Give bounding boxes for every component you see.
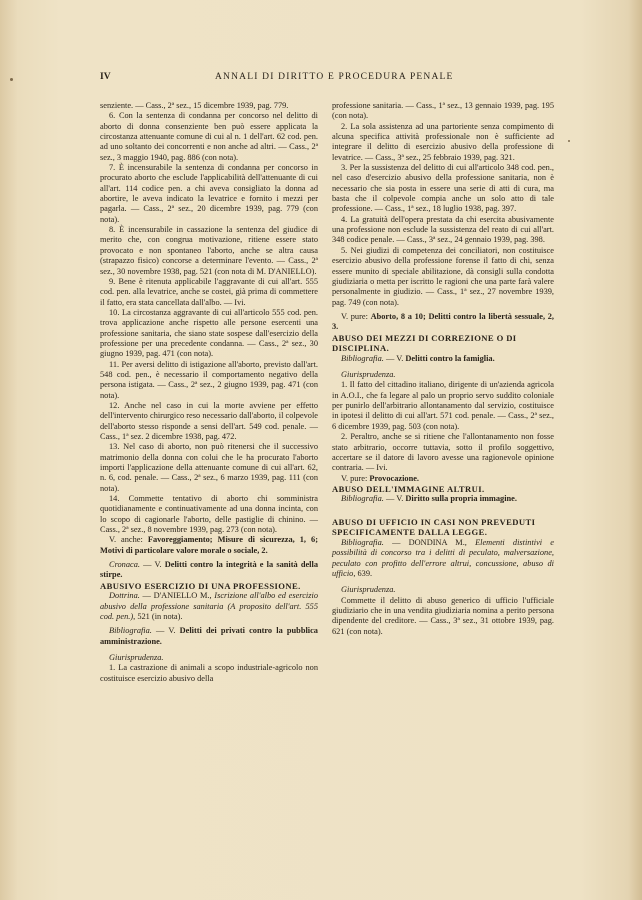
right-column (332, 101, 554, 637)
see-also-refs: Provocazione. (369, 473, 420, 483)
paragraph: 5. Nei giudizi di competenza dei conciliatori, non costituisce esercizio abusivo della professione forense il fatto di chi, senza essere munito di speciale abilitazione, dà consigli sulla condotta giudiziaria o metta per iscritto le ragioni che una parte farà valere personalmente in giudizio. — Cass., 1ª sez., 27 novembre 1939, pag. 749 (con nota). (332, 245, 554, 307)
see-also-lead: V. anche: (109, 535, 148, 545)
paragraph: 2. La sola assistenza ad una partoriente senza compimento di alcuna specifica attività professionale non è sufficiente ad integrare il delitto di esercizio abusivo della professione di levatrice. — Cass., 3ª sez., 25 febbraio 1939, pag. 321. (332, 121, 554, 162)
see-also (332, 312, 554, 333)
section-heading: ABUSIVO ESERCIZIO DI UNA PROFESSIONE. (100, 580, 301, 591)
bibliografia-entry (100, 626, 318, 647)
bibliografia-ref: Delitti dei privati contro la pubblica amministrazione. (100, 626, 318, 646)
cronaca-label: Cronaca. (109, 560, 140, 570)
paragraph: 10. La circostanza aggravante di cui all'articolo 555 cod. pen. trova applicazione anche rispetto alle persone esercenti una professione sanitaria, che siano state sospese dall'esercizio della professione per una precedente condanna. — Cass., 2ª sez., 30 giugno 1939, pag. 471 (con nota). (100, 307, 318, 359)
bibliografia-title: Elementi distintivi e possibilità di concorso tra i delitti di peculato, malversazione, peculato con profitto dell'errore altrui, concussione, abuso di ufficio (332, 538, 555, 579)
paragraph: 9. Bene è ritenuta applicabile l'aggravante di cui all'art. 555 cod. pen. alla levatrice, anche se costei, già prima di commettere il fatto, era stata cancellata dall'albo. — Ivi. (100, 276, 318, 307)
page-number: IV (100, 72, 111, 82)
paper-spot (10, 78, 13, 81)
bibliografia-label: Bibliografia. (341, 538, 384, 547)
paragraph: 4. La gratuità dell'opera prestata da chi esercita abusivamente una professione non esclude la sussistenza del reato di cui all'art. 348 codice penale. — Cass., 3ª sez., 24 gennaio 1939, pag. 398. (332, 214, 554, 245)
see-also-lead: V. pure: (341, 311, 371, 321)
cronaca-entry (100, 560, 318, 581)
dottrina-tail: , 521 (in nota). (133, 612, 183, 622)
see-also (332, 474, 554, 484)
dottrina-title: Iscrizione all'albo ed esercizio abusivo della professione sanitaria (A proposito dell'art. 555 cod. pen.) (100, 591, 318, 622)
bibliografia-ref: Diritto sulla propria immagine. (405, 494, 517, 504)
see-also-refs: Aborto, 8 a 10; Delitti contro la libertà sessuale, 2, 3. (332, 311, 554, 332)
dottrina-author: — D'ANIELLO M., (139, 591, 215, 601)
bibliografia-author: — DONDINA M., (383, 538, 476, 547)
bibliografia-label: Bibliografia. (341, 494, 384, 504)
section-heading: ABUSO DELL'IMMAGINE ALTRUI. (332, 483, 485, 494)
paragraph: 1. La castrazione di animali a scopo industriale-agricolo non costituisce esercizio abusivo della (100, 663, 318, 683)
dottrina-label: Dottrina. (109, 591, 140, 601)
bibliografia-entry (332, 354, 554, 364)
cronaca-ref: Delitti contro la integrità e la sanità della stirpe. (100, 560, 318, 580)
paragraph: Commette il delitto di abuso generico di ufficio l'ufficiale giudiziario che in una vendita giudiziaria nomina a perito persona dipendente del creditore. — Cass., 3ª sez., 31 ottobre 1939, pag. 621 (con nota). (332, 595, 554, 636)
paragraph: 1. Il fatto del cittadino italiano, dirigente di un'azienda agricola in A.O.I., che fa legare al palo un proprio servo suddito coloniale per punirlo dell'arbitrario allontanamento dal servizio, costituisce in ipotesi il delitto di cui all'art. 571 cod. penale. — Cass., 2ª sez., 6 dicembre 1939, pag. 503 (con nota). (332, 380, 554, 431)
bibliografia-entry (332, 494, 554, 504)
see-also-lead: V. pure: (341, 473, 370, 483)
journal-title: ANNALI DI DIRITTO E PROCEDURA PENALE (215, 72, 454, 82)
bibliografia-dash: — V. (383, 494, 406, 504)
section-heading: ABUSO DEI MEZZI DI CORREZIONE O DI DISCIPLINA. (332, 332, 517, 354)
paragraph: 2. Peraltro, anche se si ritiene che l'allontanamento non fosse stato arbitrario, occorre tuttavia, sotto il profilo soggettivo, accertare se il datore di lavoro avesse una ragionevole opinione contraria. — Ivi. (332, 432, 554, 473)
paper-spot (568, 140, 570, 142)
giurisprudenza-label: Giurisprudenza. (341, 370, 396, 380)
paragraph: 12. Anche nel caso in cui la morte avviene per effetto dell'intervento chirurgico reso necessario dall'aborto, il colpevole dell'aborto stesso risponde a sensi dell'art. 549 cod. penale. — Cass., 1ª sez. 2 dicembre 1938, pag. 472. (100, 400, 318, 441)
paragraph: 8. È incensurabile in cassazione la sentenza del giudice di merito che, con congrua motivazione, ritiene essere stato provocato e non spontaneo l'aborto, anche se altra causa (strapazzo fisico) concorse a determinare l'evento. — Cass., 2ª sez., 30 novembre 1938, pag. 521 (con nota di M. D'ANIELLO). (100, 225, 318, 276)
paragraph: 11. Per aversi delitto di istigazione all'aborto, previsto dall'art. 548 cod. pen., è necessario il comportamento negativo della persona istigata. — Cass., 2ª sez., 2 giugno 1939, pag. 471 (con nota). (100, 359, 318, 400)
paragraph: 3. Per la sussistenza del delitto di cui all'articolo 348 cod. pen., nel caso d'esercizio abusivo della professione sanitaria, non è necessario che sia posta in essere una serie di atti di cura, ma basta che il colpevole compia anche un solo atto di tale professione. — Cass., 1ª sez., 18 luglio 1938, pag. 397. (332, 163, 554, 214)
giurisprudenza-label: Giurisprudenza. (109, 653, 164, 663)
bibliografia-tail: , 639. (353, 569, 373, 579)
bibliografia-dash: — V. (383, 353, 406, 363)
paragraph: senziente. — Cass., 2ª sez., 15 dicembre 1939, pag. 779. (100, 101, 289, 110)
paragraph: professione sanitaria. — Cass., 1ª sez., 13 gennaio 1939, pag. 195 (con nota). (332, 101, 554, 121)
see-also (100, 535, 318, 556)
paragraph: 14. Commette tentativo di aborto chi somministra quotidianamente e continuativamente ad una donna incinta, con lo scopo di cagionarle l'aborto, delle pastiglie di chinino. — Cass., 2ª sez., 8 novembre 1939, pag. 273 (con nota). (100, 494, 318, 535)
giurisprudenza-label: Giurisprudenza. (341, 585, 396, 595)
dottrina-entry (100, 591, 318, 622)
paragraph: 13. Nel caso di aborto, non può ritenersi che il successivo matrimonio della donna con colui che le ha procurato l'aborto importi l'applicazione della attenuante comune di cui all'art. 62, n. 6, cod. penale. — Cass., 2ª sez., 6 marzo 1939, pag. 111 (con nota). (100, 442, 318, 493)
paragraph: 6. Con la sentenza di condanna per concorso nel delitto di aborto di donna consenziente ben può essere applicata la circostanza attenuante comune di cui al n. 1 dell'art. 62 cod. pen. ad uno soltanto dei concorrenti e non anche ad altri. — Cass., 2ª sez., 3 maggio 1940, pag. 886 (con nota). (100, 111, 318, 162)
bibliografia-entry (332, 538, 554, 579)
running-header (100, 72, 545, 86)
paragraph: 7. È incensurabile la sentenza di condanna per concorso in procurato aborto che esclude l'applicabilità dell'attenuante di cui all'art. 114 codice pen. a chi aveva consigliato la donna ad abortire, le aveva indicato la levatrice e fornito i mezzi per pagarla. — Cass., 2ª sez., 20 dicembre 1939, pag. 779 (con nota). (100, 163, 318, 224)
left-column (100, 101, 318, 684)
cronaca-dash: — V. (139, 560, 165, 570)
bibliografia-dash: — V. (151, 626, 180, 636)
see-also-refs: Favoreggiamento; Misure di sicurezza, 1, 6; Motivi di particolare valore morale o sociale, 2. (100, 535, 318, 555)
section-heading: ABUSO DI UFFICIO IN CASI NON PREVEDUTI SPECIFICAMENTE DALLA LEGGE. (332, 516, 536, 538)
bibliografia-label: Bibliografia. (109, 626, 152, 636)
bibliografia-ref: Delitti contro la famiglia. (405, 353, 495, 363)
bibliografia-label: Bibliografia. (341, 353, 384, 363)
